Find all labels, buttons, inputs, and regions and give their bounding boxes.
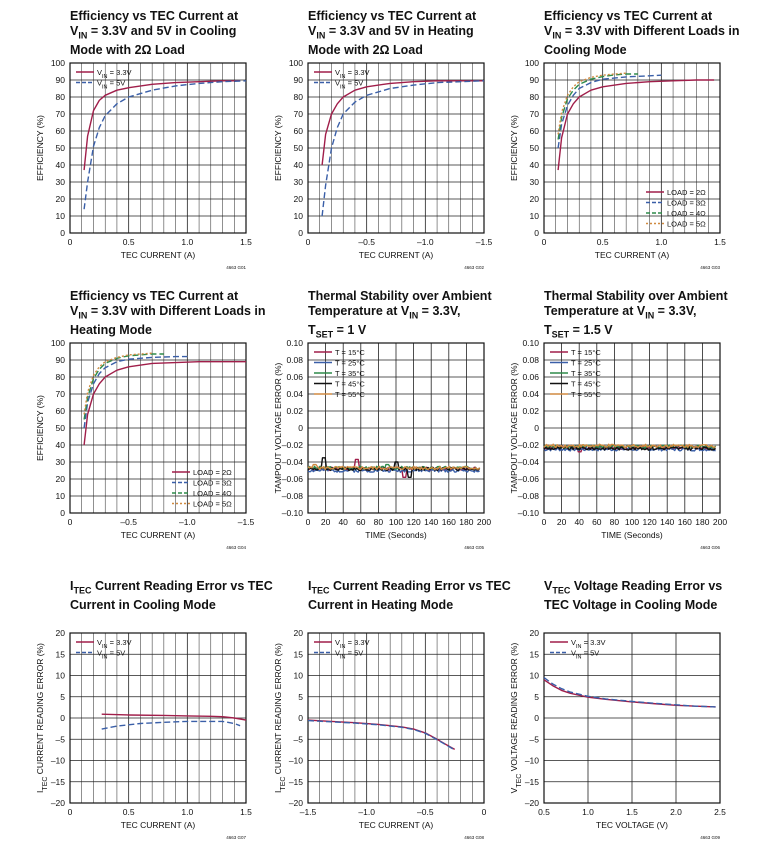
y-tick-label: 60 xyxy=(529,126,539,136)
x-tick-label: 80 xyxy=(609,517,620,527)
x-tick-label: 0 xyxy=(67,517,73,527)
x-tick-label: 1.0 xyxy=(181,807,194,817)
y-tick-label: 0.04 xyxy=(522,389,539,399)
title-text: TEC Voltage in Cooling Mode xyxy=(544,598,718,612)
x-tick-label: –1.5 xyxy=(237,517,255,527)
x-tick-label: 1.0 xyxy=(582,807,594,817)
y-tick-label: 50 xyxy=(529,143,539,153)
label-subscript: TEC xyxy=(279,776,287,791)
title-text: Current in Heating Mode xyxy=(308,598,454,612)
y-tick-label: 30 xyxy=(529,177,539,187)
series-line xyxy=(84,357,187,428)
x-axis-label: TEC CURRENT (A) xyxy=(120,250,196,260)
x-tick-label: 200 xyxy=(712,517,728,527)
title-text: = 3.3V with Different Loads in xyxy=(87,303,266,318)
x-tick-label: 2.0 xyxy=(670,807,682,817)
title-subscript: IN xyxy=(78,30,88,40)
y-tick-label: 80 xyxy=(55,92,65,102)
y-tick-label: 60 xyxy=(55,126,65,136)
label-subscript: TEC xyxy=(515,773,523,788)
chart-svg xyxy=(474,570,764,850)
y-tick-label: –5 xyxy=(529,734,539,745)
x-tick-label: 0.5 xyxy=(596,237,609,247)
legend-text: = 5V xyxy=(581,648,600,658)
x-tick-label: 40 xyxy=(338,517,348,527)
x-tick-label: –1.0 xyxy=(358,807,375,817)
legend-text: = 5V xyxy=(345,78,364,88)
y-tick-label: –0.06 xyxy=(281,474,303,484)
y-tick-label: 100 xyxy=(524,58,539,68)
x-tick-label: 140 xyxy=(660,517,675,527)
y-tick-label: 0 xyxy=(298,713,303,723)
title-text: = 1.5 V xyxy=(569,322,613,337)
y-tick-label: 0.10 xyxy=(286,338,303,348)
y-axis-label: EFFICIENCY (%) xyxy=(273,115,283,181)
x-tick-label: 0 xyxy=(541,237,547,247)
y-tick-label: –0.10 xyxy=(281,508,303,518)
y-axis-label: EFFICIENCY (%) xyxy=(509,115,519,181)
y-tick-label: 80 xyxy=(529,92,539,102)
legend-text: = 3.3V xyxy=(107,638,132,647)
y-tick-label: 60 xyxy=(55,406,65,416)
y-tick-label: 0.10 xyxy=(522,338,539,348)
y-tick-label: 100 xyxy=(50,58,65,68)
figure-code: 4663 G09 xyxy=(700,835,720,840)
series-line xyxy=(308,721,455,750)
title-subscript: SET xyxy=(551,329,570,339)
title-subscript: IN xyxy=(409,310,419,320)
y-tick-label: –20 xyxy=(50,798,65,808)
title-text: = 1 V xyxy=(333,322,367,337)
x-tick-label: 40 xyxy=(574,517,584,527)
title-text: I xyxy=(70,579,74,593)
y-tick-label: 20 xyxy=(529,194,539,204)
y-tick-label: 60 xyxy=(293,126,303,136)
legend-entry: LOAD = 5Ω xyxy=(193,499,232,509)
title-text: = 3.3V and 5V in Heating xyxy=(325,23,474,38)
y-tick-label: 50 xyxy=(55,143,65,153)
y-axis-label: TAMPOUT VOLTAGE ERROR (%) xyxy=(273,362,283,494)
y-tick-label: –0.04 xyxy=(517,457,539,467)
title-text: V xyxy=(70,303,79,318)
x-tick-label: –1.0 xyxy=(179,517,196,527)
y-tick-label: 0.06 xyxy=(286,372,303,382)
y-tick-label: –15 xyxy=(50,776,65,787)
x-tick-label: 120 xyxy=(406,517,421,527)
title-text: Efficiency vs TEC Current at xyxy=(308,9,477,23)
y-tick-label: –10 xyxy=(288,755,303,766)
y-tick-label: 40 xyxy=(55,160,65,170)
label-text: VOLTAGE READING ERROR (%) xyxy=(509,642,519,774)
title-text: Current in Cooling Mode xyxy=(70,598,216,612)
legend-subscript: IN xyxy=(102,654,108,661)
title-text: = 3.3V and 5V in Cooling xyxy=(87,23,237,38)
y-tick-label: 80 xyxy=(55,372,65,382)
label-text: I xyxy=(35,790,45,793)
legend-entry xyxy=(97,649,125,661)
x-axis-label: TEC CURRENT (A) xyxy=(120,820,196,830)
x-tick-label: –0.5 xyxy=(358,237,375,247)
x-axis-label: TEC VOLTAGE (V) xyxy=(596,820,668,830)
legend-entry: T = 55°C xyxy=(571,390,601,399)
title-text: Thermal Stability over Ambient xyxy=(544,289,728,303)
y-tick-label: 0.04 xyxy=(286,389,303,399)
y-tick-label: –20 xyxy=(288,798,303,808)
y-tick-label: 0 xyxy=(60,713,65,723)
y-tick-label: –0.10 xyxy=(517,508,539,518)
legend-text: = 3.3V xyxy=(345,638,370,647)
title-text: V xyxy=(308,23,317,38)
legend-subscript: IN xyxy=(340,644,346,650)
y-axis-label: EFFICIENCY (%) xyxy=(35,395,45,461)
title-text: Efficiency vs TEC Current at xyxy=(70,289,239,303)
x-tick-label: 120 xyxy=(642,517,657,527)
chart-svg xyxy=(474,0,764,280)
y-tick-label: 10 xyxy=(55,491,65,501)
y-tick-label: 100 xyxy=(50,338,65,348)
series-line xyxy=(102,714,246,720)
y-tick-label: 20 xyxy=(55,194,65,204)
y-tick-label: 0 xyxy=(298,228,303,238)
legend-subscript: IN xyxy=(102,84,108,91)
title-text: V xyxy=(544,579,553,593)
y-tick-label: 0.06 xyxy=(522,372,539,382)
x-tick-label: 0.5 xyxy=(122,237,135,247)
legend-entry: T = 15°C xyxy=(571,348,601,357)
figure-code: 4663 G02 xyxy=(464,265,484,270)
y-tick-label: 70 xyxy=(529,109,539,119)
series-line xyxy=(84,78,246,209)
y-tick-label: 15 xyxy=(55,649,65,660)
title-text: Voltage Reading Error vs xyxy=(570,579,723,593)
x-axis-label: TEC CURRENT (A) xyxy=(358,820,434,830)
x-axis-label: TIME (Seconds) xyxy=(601,530,663,540)
y-tick-label: 5 xyxy=(60,691,65,702)
y-tick-label: 15 xyxy=(529,649,539,660)
y-axis-label xyxy=(273,643,287,793)
legend-subscript: IN xyxy=(102,74,108,80)
y-tick-label: 10 xyxy=(55,211,65,221)
title-subscript: IN xyxy=(78,310,88,320)
y-tick-label: 20 xyxy=(293,628,303,638)
series-line xyxy=(544,678,716,707)
x-axis-label: TEC CURRENT (A) xyxy=(120,530,196,540)
y-tick-label: 50 xyxy=(293,143,303,153)
x-tick-label: 0.5 xyxy=(538,807,550,817)
legend-entry xyxy=(335,649,363,661)
figure-code: 4663 G01 xyxy=(226,265,246,270)
label-text: CURRENT READING ERROR (%) xyxy=(273,643,283,777)
x-tick-label: 1.0 xyxy=(181,237,194,247)
legend-entry: T = 35°C xyxy=(571,369,601,378)
x-axis-label: TEC CURRENT (A) xyxy=(358,250,434,260)
legend-text: V xyxy=(571,638,577,647)
x-tick-label: 20 xyxy=(556,517,567,527)
x-tick-label: –1.5 xyxy=(475,237,493,247)
x-axis-label: TEC CURRENT (A) xyxy=(594,250,670,260)
legend-text: V xyxy=(335,78,341,88)
y-axis-label: EFFICIENCY (%) xyxy=(35,115,45,181)
x-tick-label: 0 xyxy=(541,517,547,527)
legend-text: V xyxy=(97,68,103,77)
x-tick-label: 1.0 xyxy=(655,237,668,247)
y-tick-label: 90 xyxy=(55,75,65,85)
x-axis-label: TIME (Seconds) xyxy=(365,530,427,540)
series-line xyxy=(322,78,484,165)
series-line xyxy=(102,721,240,729)
x-tick-label: 1.5 xyxy=(240,807,252,817)
y-tick-label: –5 xyxy=(293,734,303,745)
legend-entry: T = 25°C xyxy=(571,358,601,368)
y-tick-label: 20 xyxy=(55,628,65,638)
chart-svg xyxy=(474,280,764,560)
y-tick-label: 80 xyxy=(293,92,303,102)
title-text: Efficiency vs TEC Current at xyxy=(544,9,713,23)
legend-entry: LOAD = 2Ω xyxy=(193,468,232,477)
y-tick-label: –15 xyxy=(288,776,303,787)
y-tick-label: 20 xyxy=(293,194,303,204)
figure-code: 4663 G05 xyxy=(464,545,484,550)
series-line xyxy=(84,362,246,445)
title-text: Thermal Stability over Ambient xyxy=(308,289,492,303)
y-tick-label: 70 xyxy=(55,389,65,399)
x-tick-label: 0 xyxy=(305,237,311,247)
y-tick-label: 0.02 xyxy=(286,406,303,416)
legend-subscript: IN xyxy=(340,654,346,661)
title-text: Temperature at V xyxy=(308,303,410,318)
x-tick-label: 0 xyxy=(67,807,73,817)
x-tick-label: 180 xyxy=(695,517,710,527)
title-text: = 3.3V with Different Loads in xyxy=(561,23,740,38)
x-tick-label: 0 xyxy=(481,807,487,817)
y-tick-label: 100 xyxy=(288,58,303,68)
y-tick-label: 30 xyxy=(55,177,65,187)
y-tick-label: 0.02 xyxy=(522,406,539,416)
y-tick-label: 0 xyxy=(534,713,539,723)
y-tick-label: 0 xyxy=(534,423,539,433)
y-tick-label: –0.08 xyxy=(281,491,303,501)
x-tick-label: 60 xyxy=(356,517,366,527)
legend-text: V xyxy=(97,638,103,647)
chart-panel-thermal-stability-1-5v xyxy=(474,280,764,560)
legend-text: V xyxy=(97,648,103,658)
figure-code: 4663 G08 xyxy=(464,835,484,840)
x-tick-label: 0 xyxy=(305,517,311,527)
title-text: Current Reading Error vs TEC xyxy=(329,579,511,593)
title-subscript: SET xyxy=(315,329,334,339)
title-subscript: IN xyxy=(552,30,562,40)
legend-text: = 5V xyxy=(345,648,364,658)
y-tick-label: 40 xyxy=(55,440,65,450)
legend-subscript: IN xyxy=(340,84,346,91)
y-tick-label: –0.08 xyxy=(517,491,539,501)
y-tick-label: 0.08 xyxy=(286,355,303,365)
x-tick-label: 80 xyxy=(373,517,384,527)
legend-subscript: IN xyxy=(576,644,582,650)
y-tick-label: –15 xyxy=(524,776,539,787)
label-text: I xyxy=(273,790,283,793)
x-tick-label: 2.5 xyxy=(714,807,726,817)
y-tick-label: 70 xyxy=(55,109,65,119)
y-tick-label: –0.04 xyxy=(281,457,303,467)
legend-text: V xyxy=(335,638,341,647)
legend-entry: T = 55°C xyxy=(335,390,365,399)
legend-text: = 3.3V xyxy=(107,68,132,77)
x-tick-label: 160 xyxy=(441,517,456,527)
y-axis-label xyxy=(509,643,523,794)
title-subscript: IN xyxy=(316,30,326,40)
title-text: T xyxy=(544,322,552,337)
title-text: T xyxy=(308,322,316,337)
legend-text: = 5V xyxy=(107,78,126,88)
legend-text: V xyxy=(335,648,341,658)
x-tick-label: 1.5 xyxy=(714,237,726,247)
y-tick-label: –10 xyxy=(524,755,539,766)
title-text: Mode with 2Ω Load xyxy=(70,42,185,57)
y-axis-label: TAMPOUT VOLTAGE ERROR (%) xyxy=(509,362,519,494)
title-text: Temperature at V xyxy=(544,303,646,318)
y-tick-label: –20 xyxy=(524,798,539,808)
y-tick-label: 0 xyxy=(60,508,65,518)
series-line xyxy=(84,78,240,170)
x-tick-label: 1.5 xyxy=(240,237,252,247)
legend-entry: LOAD = 3Ω xyxy=(667,198,706,208)
series-line xyxy=(544,680,716,707)
y-tick-label: 5 xyxy=(298,691,303,702)
y-tick-label: 30 xyxy=(293,177,303,187)
legend-text: = 3.3V xyxy=(581,638,606,647)
y-tick-label: 10 xyxy=(293,670,303,681)
legend-entry: LOAD = 4Ω xyxy=(667,209,706,218)
title-subscript: TEC xyxy=(311,585,330,596)
x-tick-label: –1.0 xyxy=(417,237,434,247)
y-tick-label: –0.02 xyxy=(517,440,539,450)
figure-code: 4663 G06 xyxy=(700,545,720,550)
y-tick-label: 50 xyxy=(55,423,65,433)
y-axis-label xyxy=(35,643,49,793)
legend-text: V xyxy=(97,78,103,88)
legend-subscript: IN xyxy=(102,644,108,650)
legend-text: = 5V xyxy=(107,648,126,658)
title-text: V xyxy=(70,23,79,38)
y-tick-label: 15 xyxy=(293,649,303,660)
y-tick-label: 20 xyxy=(529,628,539,638)
y-tick-label: 5 xyxy=(534,691,539,702)
y-tick-label: 0 xyxy=(298,423,303,433)
y-tick-label: 0.08 xyxy=(522,355,539,365)
y-tick-label: 10 xyxy=(529,670,539,681)
legend-entry: LOAD = 4Ω xyxy=(193,489,232,498)
chart-panel-efficiency-cooling-loads xyxy=(474,0,764,280)
legend-text: = 3.3V xyxy=(345,68,370,77)
title-subscript: TEC xyxy=(552,585,571,596)
y-tick-label: 30 xyxy=(55,457,65,467)
x-tick-label: 180 xyxy=(459,517,474,527)
title-text: I xyxy=(308,579,312,593)
y-tick-label: –0.02 xyxy=(281,440,303,450)
series-line xyxy=(558,80,714,170)
legend-entry: T = 15°C xyxy=(335,348,365,357)
x-tick-label: 0 xyxy=(67,237,73,247)
x-tick-label: 100 xyxy=(388,517,404,527)
figure-code: 4663 G07 xyxy=(226,835,246,840)
figure-code: 4663 G03 xyxy=(700,265,720,270)
title-text: V xyxy=(544,23,553,38)
y-tick-label: 90 xyxy=(293,75,303,85)
y-tick-label: 0 xyxy=(60,228,65,238)
legend-subscript: IN xyxy=(340,74,346,80)
legend-entry: T = 35°C xyxy=(335,369,365,378)
y-tick-label: –0.06 xyxy=(517,474,539,484)
title-text: Current Reading Error vs TEC xyxy=(91,579,273,593)
legend-entry xyxy=(571,649,599,661)
x-tick-label: 100 xyxy=(624,517,640,527)
y-tick-label: 10 xyxy=(529,211,539,221)
y-tick-label: 20 xyxy=(55,474,65,484)
label-text: CURRENT READING ERROR (%) xyxy=(35,643,45,777)
title-text: Cooling Mode xyxy=(544,42,627,57)
x-tick-label: 60 xyxy=(592,517,602,527)
chart-panel-vtec-error-cooling xyxy=(474,570,764,850)
title-text: = 3.3V, xyxy=(418,303,461,318)
x-tick-label: 200 xyxy=(476,517,492,527)
label-text: V xyxy=(509,787,519,794)
y-tick-label: 90 xyxy=(55,355,65,365)
y-tick-label: 90 xyxy=(529,75,539,85)
x-tick-label: 0.5 xyxy=(122,807,135,817)
legend-entry: LOAD = 5Ω xyxy=(667,219,706,229)
title-text: Efficiency vs TEC Current at xyxy=(70,9,239,23)
legend-entry: T = 25°C xyxy=(335,358,365,368)
y-tick-label: 40 xyxy=(293,160,303,170)
title-text: Heating Mode xyxy=(70,322,152,337)
y-tick-label: 10 xyxy=(55,670,65,681)
title-subscript: IN xyxy=(645,310,655,320)
legend-subscript: IN xyxy=(576,654,582,661)
title-text: = 3.3V, xyxy=(654,303,697,318)
y-tick-label: –10 xyxy=(50,755,65,766)
legend-entry: LOAD = 3Ω xyxy=(193,478,232,488)
y-tick-label: 70 xyxy=(293,109,303,119)
title-text: Mode with 2Ω Load xyxy=(308,42,423,57)
x-tick-label: –0.5 xyxy=(120,517,137,527)
legend-text: V xyxy=(571,648,577,658)
y-tick-label: –5 xyxy=(55,734,65,745)
x-tick-label: –0.5 xyxy=(417,807,434,817)
x-tick-label: 160 xyxy=(677,517,692,527)
y-tick-label: 0 xyxy=(534,228,539,238)
legend-entry: T = 45°C xyxy=(571,379,601,389)
x-tick-label: –1.5 xyxy=(299,807,317,817)
x-tick-label: 20 xyxy=(320,517,331,527)
y-tick-label: 10 xyxy=(293,211,303,221)
legend-entry: T = 45°C xyxy=(335,379,365,389)
x-tick-label: 140 xyxy=(424,517,439,527)
label-subscript: TEC xyxy=(41,776,49,791)
figure-code: 4663 G04 xyxy=(226,545,246,550)
legend-entry: LOAD = 2Ω xyxy=(667,188,706,197)
title-subscript: TEC xyxy=(73,585,92,596)
x-tick-label: 1.5 xyxy=(626,807,638,817)
legend-text: V xyxy=(335,68,341,77)
y-tick-label: 40 xyxy=(529,160,539,170)
